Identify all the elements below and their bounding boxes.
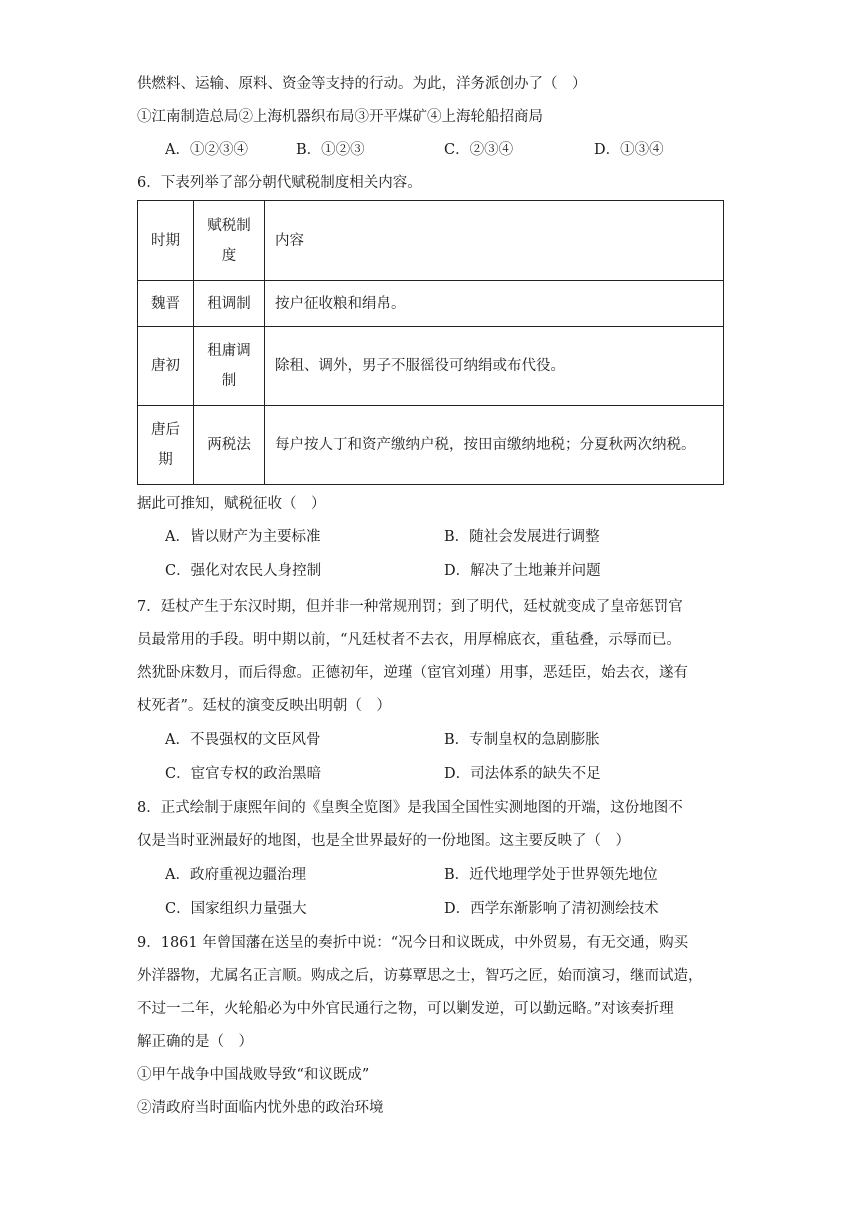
q5-option-d[interactable]: D．①③④ — [594, 142, 664, 158]
table-cell: 按户征收粮和绢帛。 — [265, 281, 724, 327]
q6-question: 据此可推知，赋税征收（ ） — [137, 496, 326, 512]
q9-stem-line: 解正确的是（ ） — [137, 1034, 253, 1050]
q6-option-a[interactable]: A．皆以财产为主要标准 — [165, 529, 321, 545]
q6-option-d[interactable]: D．解决了土地兼并问题 — [444, 563, 601, 579]
q8-option-a[interactable]: A．政府重视边疆治理 — [165, 867, 306, 883]
table-header-cell: 内容 — [265, 201, 724, 281]
q9-stem-line: 外洋器物，尤属名正言顺。购成之后，访募覃思之士，智巧之匠，始而演习，继而试造， — [137, 968, 703, 984]
q6-stem: 6．下表列举了部分朝代赋税制度相关内容。 — [137, 175, 422, 191]
q9-stem-line: 9．1861 年曾国藩在送呈的奏折中说：“况今日和议既成，中外贸易，有无交通，购买 — [137, 935, 689, 951]
table-cell: 每户按人丁和资产缴纳户税，按田亩缴纳地税；分夏秋两次纳税。 — [265, 406, 724, 485]
table-cell: 除租、调外，男子不服徭役可纳绢或布代役。 — [265, 327, 724, 406]
q5-option-b[interactable]: B．①②③ — [296, 142, 365, 158]
table-header-row — [138, 201, 724, 281]
q6-option-c[interactable]: C．强化对农民人身控制 — [165, 563, 322, 579]
q8-option-d[interactable]: D．西学东渐影响了清初测绘技术 — [444, 901, 659, 917]
q7-stem-line: 然犹卧床数月，而后得愈。正德初年，逆瑾（宦官刘瑾）用事，恶廷臣，始去衣，遂有 — [137, 665, 688, 681]
q8-option-c[interactable]: C．国家组织力量强大 — [165, 901, 307, 917]
table-cell: 两税法 — [194, 406, 265, 485]
q9-choice-item: ②清政府当时面临内忧外患的政治环境 — [137, 1100, 384, 1116]
q5-option-c[interactable]: C．②③④ — [444, 142, 514, 158]
q7-stem-line: 员最常用的手段。明中期以前，“凡廷杖者不去衣，用厚棉底衣，重毡叠，示辱而已。 — [137, 632, 681, 648]
q5-stem-line: 供燃料、运输、原料、资金等支持的行动。为此，洋务派创办了（ ） — [137, 76, 587, 92]
q8-stem-line: 8．正式绘制于康熙年间的《皇舆全览图》是我国全国性实测地图的开端，这份地图不 — [137, 800, 683, 816]
table-row — [138, 406, 724, 485]
table-header-cell: 赋税制度 — [194, 201, 265, 281]
q9-stem-line: 不过一二年，火轮船必为中外官民通行之物，可以剿发逆，可以勤远略。”对该奏折理 — [137, 1001, 674, 1017]
q9-choice-item: ①甲午战争中国战败导致“和议既成” — [137, 1067, 370, 1083]
q5-choices-list: ①江南制造总局②上海机器织布局③开平煤矿④上海轮船招商局 — [137, 109, 543, 125]
q7-stem-line: 杖死者”。廷杖的演变反映出明朝（ ） — [137, 698, 391, 714]
table-cell: 魏晋 — [138, 281, 194, 327]
table-cell: 唐初 — [138, 327, 194, 406]
table-cell: 租调制 — [194, 281, 265, 327]
table-row — [138, 327, 724, 406]
q8-option-b[interactable]: B．近代地理学处于世界领先地位 — [444, 867, 658, 883]
q7-option-a[interactable]: A．不畏强权的文臣风骨 — [165, 732, 321, 748]
q6-option-b[interactable]: B．随社会发展进行调整 — [444, 529, 600, 545]
table-cell: 唐后期 — [138, 406, 194, 485]
q5-option-a[interactable]: A．①②③④ — [165, 142, 248, 158]
table-cell: 租庸调制 — [194, 327, 265, 406]
q7-option-c[interactable]: C．宦官专权的政治黑暗 — [165, 766, 322, 782]
q7-option-b[interactable]: B．专制皇权的急剧膨胀 — [444, 732, 600, 748]
q7-stem-line: 7．廷杖产生于东汉时期，但并非一种常规刑罚；到了明代，廷杖就变成了皇帝惩罚官 — [137, 599, 683, 615]
q7-option-d[interactable]: D．司法体系的缺失不足 — [444, 766, 601, 782]
tax-system-table — [137, 200, 724, 485]
table-row — [138, 281, 724, 327]
table-header-cell: 时期 — [138, 201, 194, 281]
q8-stem-line: 仅是当时亚洲最好的地图，也是全世界最好的一份地图。这主要反映了（ ） — [137, 833, 630, 849]
